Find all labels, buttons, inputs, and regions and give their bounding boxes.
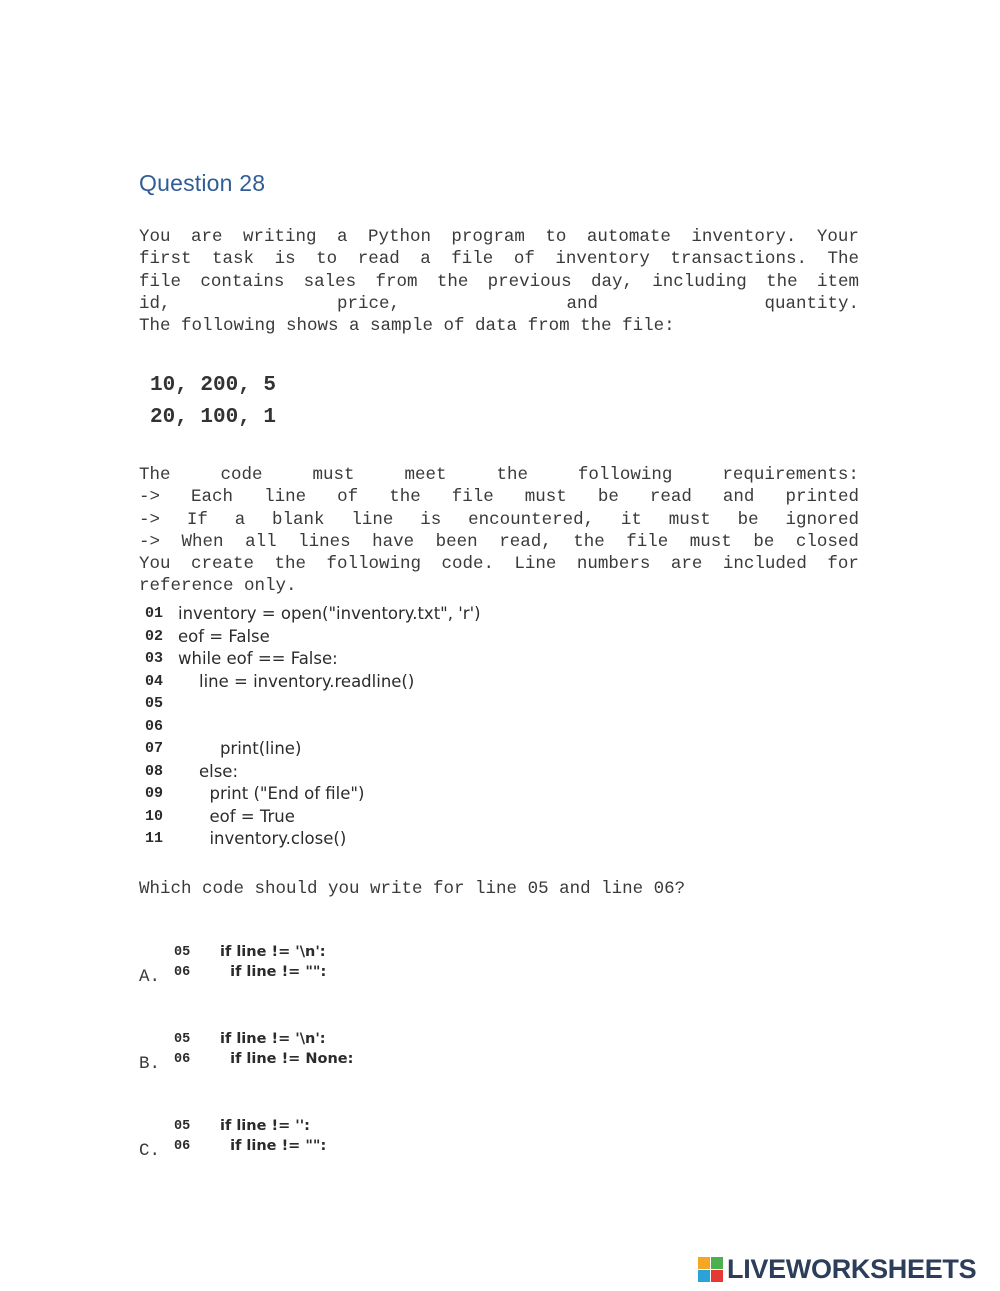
code-line	[145, 716, 481, 739]
word: included	[722, 554, 807, 575]
sample-row: 20, 100, 1	[150, 406, 277, 429]
word: Your	[816, 227, 859, 247]
question-title: Question 28	[139, 170, 266, 196]
intro-line-4	[139, 293, 859, 315]
word: including	[652, 271, 747, 292]
word: read	[649, 487, 692, 508]
logo-square	[698, 1257, 710, 1269]
requirements-paragraph	[139, 464, 859, 598]
code-line	[145, 828, 481, 851]
line-number: 06	[145, 717, 164, 735]
intro-line-1	[139, 226, 859, 248]
line-number: 01	[145, 605, 164, 622]
word: be	[597, 487, 619, 508]
code-line	[174, 1117, 326, 1137]
word: following	[326, 554, 421, 575]
code-line	[145, 806, 481, 829]
word: the	[436, 271, 469, 292]
word: ignored	[785, 509, 859, 530]
code-text: if line != '':	[220, 1118, 310, 1134]
option-letter: A.	[139, 967, 161, 987]
word: printed	[785, 487, 859, 508]
option-b[interactable]	[139, 1030, 439, 1080]
code-text: if line != '\n':	[220, 1031, 326, 1047]
word: blank	[272, 509, 325, 530]
code-text: if line != "":	[220, 1137, 327, 1154]
word: the	[766, 271, 798, 292]
line-number: 07	[145, 740, 164, 757]
word: it	[620, 509, 642, 530]
code-text: eof = False	[178, 626, 270, 646]
line-number: 10	[145, 807, 164, 825]
word: The	[827, 249, 859, 270]
code-line	[145, 783, 481, 806]
word: You	[139, 554, 171, 575]
sample-data	[150, 370, 276, 434]
word: item	[816, 271, 859, 292]
code-text: if line != "":	[220, 963, 327, 980]
word: closed	[795, 531, 859, 552]
word: Line	[514, 554, 557, 575]
word: a	[234, 509, 246, 530]
word: for	[827, 554, 859, 575]
word: been	[435, 531, 478, 552]
code-line	[174, 963, 326, 983]
code-listing	[145, 603, 481, 851]
word: ->	[139, 509, 161, 530]
word: all	[245, 531, 277, 552]
word: is	[274, 249, 296, 270]
question-text: Which code should you write for line 05 and line 06?	[139, 879, 686, 899]
intro-line-3	[139, 271, 859, 293]
logo-icon	[698, 1257, 723, 1282]
word: is	[420, 509, 442, 530]
word: file	[139, 271, 182, 292]
word: file	[451, 249, 494, 270]
option-c-code	[174, 1117, 326, 1156]
word: numbers	[576, 554, 651, 575]
word: meet	[404, 465, 447, 485]
word: from	[375, 271, 418, 292]
logo-square	[698, 1270, 710, 1282]
word: the	[496, 465, 528, 485]
option-letter: B.	[139, 1054, 161, 1074]
code-text: inventory = open("inventory.txt", 'r')	[178, 604, 481, 623]
word: ->	[139, 531, 161, 552]
option-c[interactable]	[139, 1117, 439, 1167]
code-line	[145, 603, 481, 626]
word: be	[737, 509, 759, 530]
word: are	[670, 554, 703, 575]
word: must	[312, 465, 355, 485]
line-number: 04	[145, 672, 164, 690]
line-number: 05	[174, 945, 191, 960]
word: contains	[200, 271, 285, 292]
word: of	[513, 249, 535, 270]
word: to	[545, 227, 567, 247]
code-line	[145, 693, 481, 716]
requirements-line-1	[139, 464, 859, 486]
intro-paragraph	[139, 226, 859, 337]
intro-line-2	[139, 248, 859, 270]
logo-square	[711, 1257, 723, 1269]
word: the	[389, 487, 421, 508]
word: inventory	[555, 249, 650, 270]
word: task	[212, 249, 255, 270]
word: read	[357, 249, 400, 270]
word: You	[139, 227, 171, 247]
word: requirements:	[722, 465, 859, 485]
requirements-line-5	[139, 553, 859, 575]
logo-square	[711, 1270, 723, 1282]
word: line	[264, 487, 307, 508]
word: be	[753, 531, 775, 552]
word: code	[220, 465, 263, 485]
word: line	[351, 509, 394, 530]
code-text: if line != None:	[220, 1050, 354, 1067]
word: read,	[499, 531, 552, 552]
word: have	[372, 531, 415, 552]
line-number: 02	[145, 627, 164, 645]
code-text: while eof == False:	[178, 649, 338, 668]
word: When	[181, 531, 224, 552]
code-line	[145, 761, 481, 784]
word: The	[139, 465, 171, 485]
line-number: 05	[145, 695, 164, 712]
word: file	[626, 531, 669, 552]
word: must	[524, 487, 567, 508]
word: quantity.	[764, 293, 859, 314]
word: the	[274, 554, 306, 575]
word: of	[337, 487, 359, 508]
word: Each	[191, 487, 234, 508]
word: inventory.	[691, 227, 797, 247]
code-line	[174, 1137, 326, 1157]
word: sales	[303, 271, 357, 292]
line-number: 03	[145, 650, 164, 667]
word: first	[139, 249, 192, 270]
word: automate	[586, 227, 671, 247]
code-line	[145, 738, 481, 761]
sample-row: 10, 200, 5	[150, 374, 277, 397]
word: following	[577, 465, 673, 485]
word: a	[420, 249, 431, 270]
liveworksheets-logo	[698, 1254, 976, 1285]
line-number: 11	[145, 830, 164, 847]
code-line	[145, 626, 481, 649]
code-text: if line != '\n':	[220, 944, 326, 960]
requirements-line-3	[139, 509, 859, 531]
word: id,	[139, 293, 171, 314]
line-number: 08	[145, 762, 164, 780]
code-text: eof = True	[178, 806, 295, 826]
line-number: 06	[174, 1138, 191, 1154]
code-line	[174, 1050, 353, 1070]
word: file	[451, 487, 494, 508]
word: are	[190, 227, 223, 247]
word: writing	[242, 227, 317, 247]
code-text: print(line)	[178, 739, 302, 758]
word: day,	[590, 271, 633, 292]
code-line	[145, 671, 481, 694]
option-a[interactable]	[139, 943, 439, 993]
line-number: 05	[174, 1032, 191, 1047]
word: code.	[441, 554, 494, 575]
option-b-code	[174, 1030, 353, 1069]
word: to	[316, 249, 338, 270]
word: and	[722, 487, 755, 508]
code-text: print ("End of file")	[178, 784, 365, 803]
word: previous	[487, 271, 572, 292]
word: create	[190, 554, 254, 575]
word: Python	[367, 227, 431, 247]
line-number: 06	[174, 1051, 191, 1067]
word: lines	[298, 531, 351, 552]
option-a-code	[174, 943, 326, 982]
line-number: 09	[145, 785, 164, 802]
word: If	[186, 509, 208, 530]
option-letter: C.	[139, 1141, 161, 1161]
code-text: else:	[178, 761, 239, 781]
word: program	[451, 227, 525, 247]
word: the	[573, 531, 605, 552]
code-line	[174, 943, 326, 963]
word: encountered,	[468, 509, 595, 530]
requirements-line-4	[139, 531, 859, 553]
intro-line-5: The following shows a sample of data from the file:	[139, 316, 675, 337]
code-text: inventory.close()	[178, 829, 347, 848]
word: and	[566, 293, 598, 314]
line-number: 05	[174, 1119, 191, 1134]
line-number: 06	[174, 964, 191, 980]
code-line	[174, 1030, 353, 1050]
logo-wordmark: LIVEWORKSHEETS	[727, 1254, 977, 1284]
word: price,	[336, 293, 400, 314]
word: a	[336, 227, 348, 247]
word: must	[689, 531, 732, 552]
requirements-line-6: reference only.	[139, 576, 297, 597]
code-line	[145, 648, 481, 671]
requirements-line-2	[139, 486, 859, 508]
word: transactions.	[670, 249, 807, 270]
code-text: line = inventory.readline()	[178, 671, 415, 691]
word: must	[668, 509, 711, 530]
word: ->	[139, 487, 161, 508]
